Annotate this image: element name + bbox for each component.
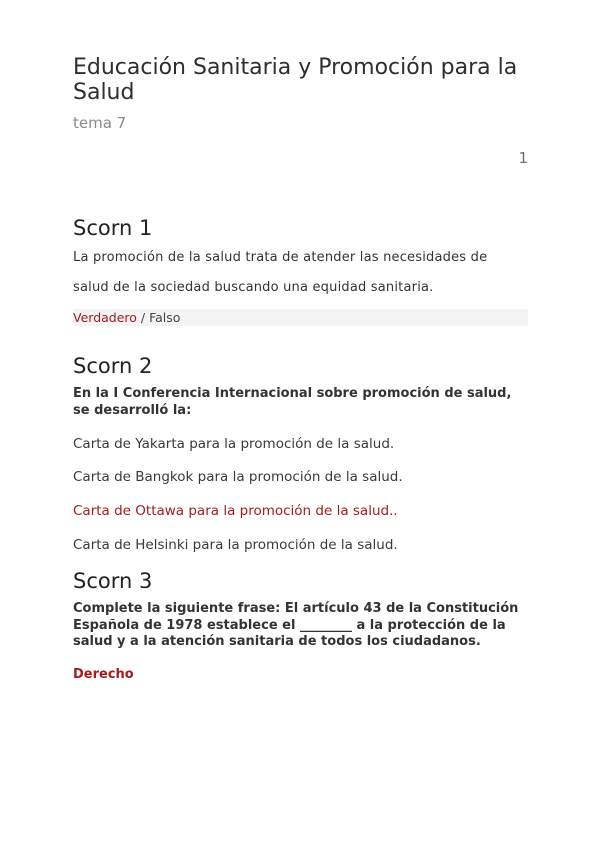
section-heading-scorn-3: Scorn 3 bbox=[73, 569, 153, 593]
answer-bar bbox=[73, 309, 528, 326]
option-item: Carta de Bangkok para la promoción de la salud. bbox=[73, 469, 403, 485]
page-number: 1 bbox=[518, 149, 528, 167]
question-text: En la I Conferencia Internacional sobre promoción de salud, se desarrolló la: bbox=[73, 386, 512, 418]
document-page bbox=[73, 0, 528, 848]
option-item: Carta de Yakarta para la promoción de la salud. bbox=[73, 436, 395, 452]
question-line: salud de la sociedad buscando una equidad sanitaria. bbox=[73, 280, 434, 295]
section-heading-scorn-2: Scorn 2 bbox=[73, 354, 153, 378]
option-item: Carta de Helsinki para la promoción de la salud. bbox=[73, 537, 398, 553]
answer-separator: / bbox=[136, 310, 150, 325]
answer-other: Falso bbox=[149, 310, 181, 325]
answer-correct: Verdadero bbox=[73, 310, 137, 325]
document-subtitle: tema 7 bbox=[73, 114, 127, 132]
option-item-correct: Carta de Ottawa para la promoción de la salud.. bbox=[73, 503, 398, 519]
answer-text: Derecho bbox=[73, 667, 134, 682]
document-title: Educación Sanitaria y Promoción para la Salud bbox=[73, 55, 518, 105]
question-text: Complete la siguiente frase: El artículo 43 de la Constitución Española de 1978 establece el ________ a la protección de la salud y a la atención sanitaria de todos los ciudadanos. bbox=[73, 601, 519, 649]
question-line: La promoción de la salud trata de atender las necesidades de bbox=[73, 250, 488, 265]
section-heading-scorn-1: Scorn 1 bbox=[73, 216, 153, 240]
